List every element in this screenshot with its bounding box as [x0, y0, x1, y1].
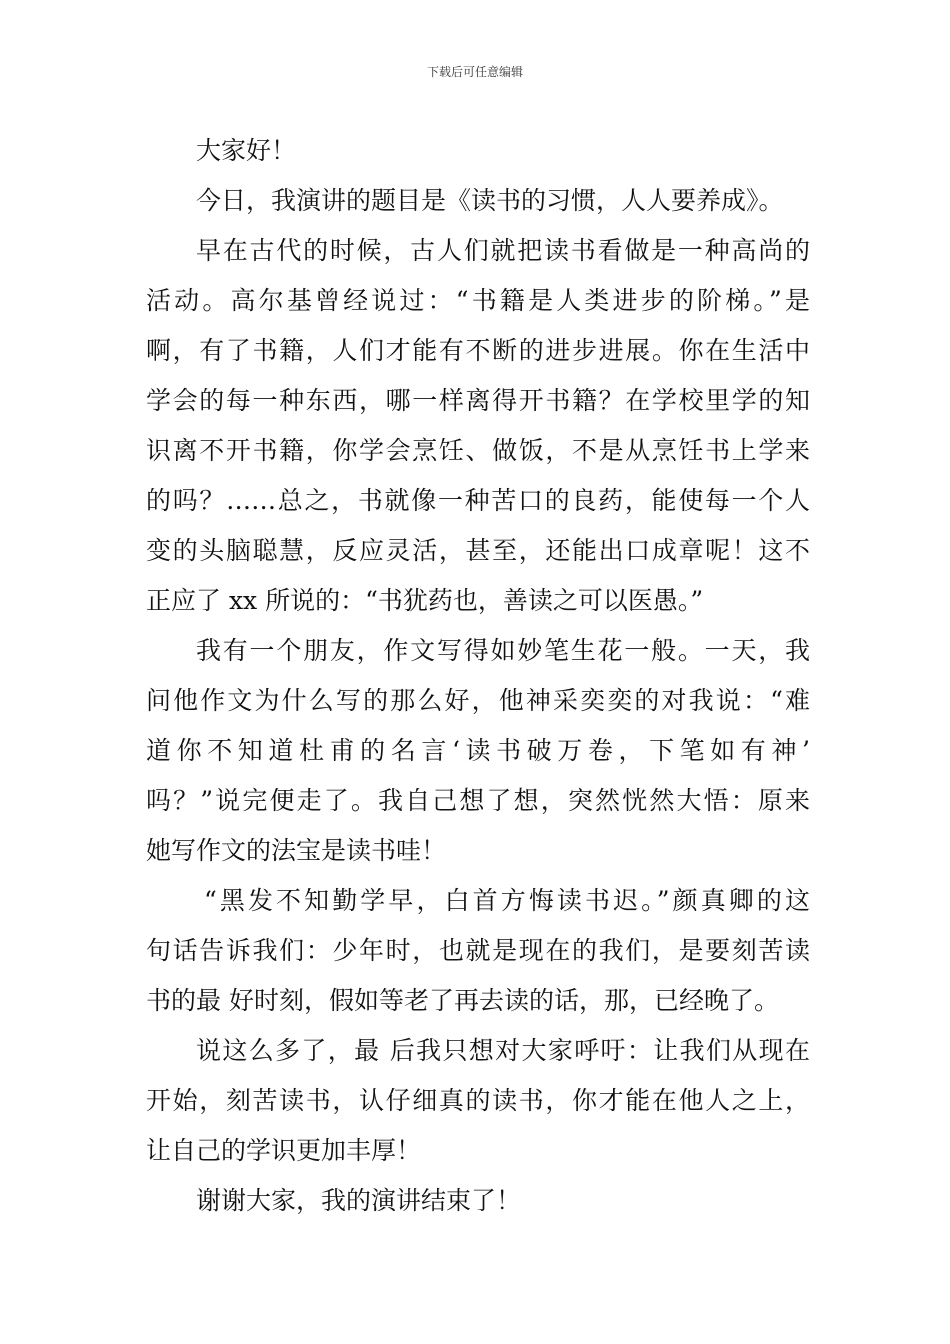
text-line: 识离不开书籍，你学会烹饪、做饭，不是从烹饪书上学来 — [146, 436, 810, 465]
text-line: 书的最 好时刻，假如等老了再去读的话，那，已经晚了。 — [146, 986, 779, 1015]
text-line: 早在古代的时候，古人们就把读书看做是一种高尚的 — [196, 236, 810, 265]
page-header-note: 下载后可任意编辑 — [426, 65, 523, 79]
text-line: 活动。高尔基曾经说过：“书籍是人类进步的阶梯。”是 — [146, 286, 810, 315]
paragraph-closing — [146, 1176, 810, 1226]
text-line: 让自己的学识更加丰厚！ — [146, 1136, 422, 1165]
paragraph-greeting — [146, 126, 810, 176]
paragraph-poem-quote — [146, 876, 810, 1026]
text-line: 正应了 xx 所说的：“书犹药也，善读之可以医愚。” — [146, 586, 704, 615]
paragraph-topic — [146, 176, 810, 226]
paragraph-call-to-action — [146, 1026, 810, 1176]
text-line: 变的头脑聪慧，反应灵活，甚至，还能出口成章呢！这不 — [146, 536, 810, 565]
text-line: 今日，我演讲的题目是《读书的习惯，人人要养成》。 — [196, 186, 784, 215]
text-line: 吗？”说完便走了。我自己想了想，突然恍然大悟：原来 — [146, 786, 810, 815]
paragraph-ancient-reading — [146, 226, 810, 626]
paragraph-friend-story — [146, 626, 810, 876]
text-line: 大家好！ — [196, 136, 297, 165]
text-line: 句话告诉我们：少年时，也就是现在的我们，是要刻苦读 — [146, 936, 810, 965]
text-line: 我有一个朋友，作文写得如妙笔生花一般。一天，我 — [196, 636, 810, 665]
text-line: “黑发不知勤学早，白首方悔读书迟。”颜真卿的这 — [204, 886, 810, 915]
document-body — [146, 126, 810, 1226]
text-line: 学会的每一种东西，哪一样离得开书籍？在学校里学的知 — [146, 386, 810, 415]
text-line: 问他作文为什么写的那么好，他神采奕奕的对我说：“难 — [146, 686, 810, 715]
text-line: 说这么多了，最 后我只想对大家呼吁：让我们从现在 — [196, 1036, 810, 1065]
text-line: 道你不知道杜甫的名言‘读书破万卷，下笔如有神’ — [146, 736, 810, 765]
text-line: 的吗？……总之，书就像一种苦口的良药，能使每一个人 — [146, 486, 810, 515]
text-line: 谢谢大家，我的演讲结束了！ — [196, 1186, 522, 1215]
text-line: 开始，刻苦读书，认仔细真的读书，你才能在他人之上， — [146, 1086, 810, 1115]
text-line: 啊，有了书籍，人们才能有不断的进步进展。你在生活中 — [146, 336, 810, 365]
text-line: 她写作文的法宝是读书哇！ — [146, 836, 447, 865]
